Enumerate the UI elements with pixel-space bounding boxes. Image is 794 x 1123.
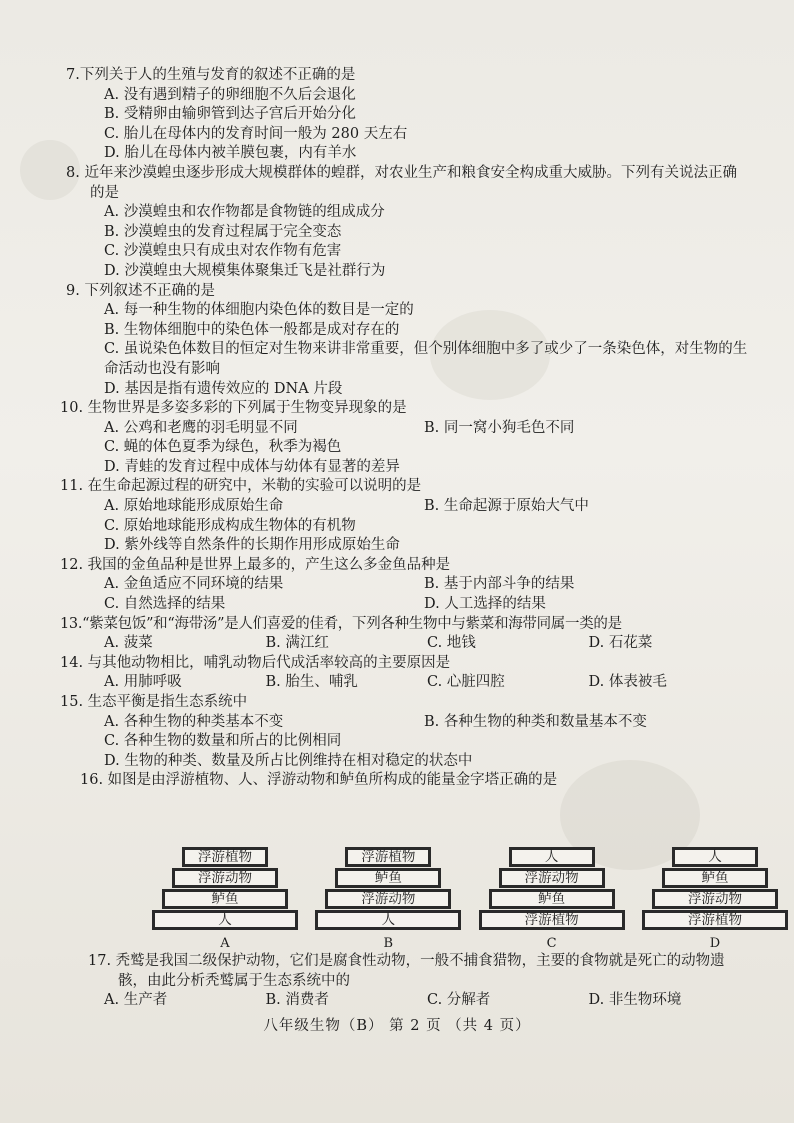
question-17 [60,952,750,1011]
question-stem: 11. 在生命起源过程的研究中，米勒的实验可以说明的是 [60,478,422,495]
question-stem: 15. 生态平衡是指生态系统中 [60,694,248,710]
option-c: C. 地钱 [427,635,476,652]
option-a: A. 原始地球能形成原始生命 [104,498,284,515]
question-14 [60,654,750,693]
question-7 [60,66,750,164]
option-b: B. 消费者 [265,992,329,1009]
option-d: D. 人工选择的结果 [424,596,546,613]
option-c: C. 自然选择的结果 [104,596,226,613]
question-list [60,66,750,791]
option-d: D. 基因是指有遗传效应的 DNA 片段 [104,380,343,397]
option-a: A. 菠菜 [104,635,153,652]
pyramid-label: A [220,936,230,951]
option-d: D. 青蛙的发育过程中成体与幼体有显著的差异 [104,458,400,475]
option-d: D. 非生物环境 [588,992,682,1009]
option-a: A. 没有遇到精子的卵细胞不久后会退化 [104,86,356,103]
option-d: D. 沙漠蝗虫大规模集体聚集迁飞是社群行为 [104,262,386,279]
pyramid-level: 浮游动物 [172,868,278,888]
pyramid-level: 浮游动物 [499,868,605,888]
pyramid-level: 人 [152,910,298,930]
option-c: C. 蝇的体色夏季为绿色，秋季为褐色 [104,439,342,456]
question-8 [60,164,750,282]
pyramid-level: 鲈鱼 [335,868,441,888]
question-16 [60,771,750,791]
option-c: C. 分解者 [427,992,491,1009]
option-d: D. 紫外线等自然条件的长期作用形成原始生命 [104,537,400,554]
option-b: B. 同一窝小狗毛色不同 [424,419,575,436]
option-b: B. 生物体细胞中的染色体一般都是成对存在的 [104,321,400,338]
question-stem: 13.“紫菜包饭”和“海带汤”是人们喜爱的佳肴，下列各种生物中与紫菜和海带同属一类的是 [60,615,622,632]
option-b: B. 受精卵由输卵管到达子宫后开始分化 [104,106,356,123]
question-stem: 17. 秃鹫是我国二级保护动物，它们是腐食性动物，一般不捕食猎物，主要的食物就是死亡的动物遗骸，由此分析秃鹫属于生态系统中的 [88,953,725,989]
pyramid-level: 浮游植物 [479,910,625,930]
option-d: D. 石花菜 [588,635,653,652]
option-d: D. 生物的种类、数量及所占比例维持在相对稳定的状态中 [104,752,473,769]
question-stem: 8. 近年来沙漠蝗虫逐步形成大规模群体的蝗群，对农业生产和粮食安全构成重大威胁。下列有关说法正确的是 [66,164,737,201]
pyramid-level: 浮游植物 [182,847,268,867]
option-c: C. 沙漠蝗虫只有成虫对农作物有危害 [104,243,342,260]
page-footer: 八年级生物（B） 第 2 页 （共 4 页） [263,1018,531,1034]
question-stem: 10. 生物世界是多姿多彩的下列属于生物变异现象的是 [60,400,407,417]
pyramid-level: 鲈鱼 [162,889,288,909]
pyramid-level: 鲈鱼 [662,868,768,888]
pyramid-level: 浮游动物 [325,889,451,909]
pyramid-level: 浮游动物 [652,889,778,909]
pyramid-level: 人 [509,847,595,867]
option-b: B. 胎生、哺乳 [265,674,358,691]
option-b: B. 生命起源于原始大气中 [424,498,589,515]
pyramid-level: 浮游植物 [345,847,431,867]
option-c: C. 虽说染色体数目的恒定对生物来讲非常重要，但个别体细胞中多了或少了一条染色体，对生物的生命活动也没有影响 [104,341,748,377]
question-stem: 7.下列关于人的生殖与发育的叙述不正确的是 [66,67,356,83]
option-b: B. 各种生物的种类和数量基本不变 [424,713,647,730]
option-c: C. 心脏四腔 [427,674,505,691]
option-c: C. 各种生物的数量和所占的比例相同 [104,733,342,750]
question-stem: 14. 与其他动物相比，哺乳动物后代成活率较高的主要原因是 [60,654,451,671]
option-b: B. 满江红 [265,635,329,652]
option-d: D. 胎儿在母体内被羊膜包裹，内有羊水 [104,145,357,162]
option-b: B. 沙漠蝗虫的发育过程属于完全变态 [104,223,342,240]
option-a: A. 每一种生物的体细胞内染色体的数目是一定的 [104,302,414,319]
option-a: A. 用肺呼吸 [104,674,182,691]
question-9 [60,282,750,400]
question-13 [60,615,750,654]
pyramid-label: C [546,936,557,951]
option-c: C. 原始地球能形成构成生物体的有机物 [104,517,356,534]
option-b: B. 基于内部斗争的结果 [424,576,575,593]
pyramid-label: B [383,936,394,951]
option-a: A. 沙漠蝗虫和农作物都是食物链的组成成分 [104,204,385,221]
option-a: A. 各种生物的种类基本不变 [104,713,284,730]
option-a: A. 金鱼适应不同环境的结果 [104,576,284,593]
option-a: A. 生产者 [104,992,168,1009]
pyramid-level: 人 [672,847,758,867]
question-11 [60,477,750,555]
question-stem: 9. 下列叙述不正确的是 [66,282,215,299]
option-d: D. 体表被毛 [588,674,667,691]
option-c: C. 胎儿在母体内的发育时间一般为 280 天左右 [104,125,408,142]
question-stem: 16. 如图是由浮游植物、人、浮游动物和鲈鱼所构成的能量金字塔正确的是 [80,772,558,789]
pyramid-level: 人 [315,910,461,930]
question-15 [60,693,750,771]
pyramid-level: 鲈鱼 [489,889,615,909]
pyramid-level: 浮游植物 [642,910,788,930]
question-12 [60,556,750,615]
pyramid-label: D [709,936,721,951]
option-a: A. 公鸡和老鹰的羽毛明显不同 [104,419,298,436]
question-stem: 12. 我国的金鱼品种是世界上最多的，产生这么多金鱼品种是 [60,556,451,573]
question-10 [60,399,750,477]
